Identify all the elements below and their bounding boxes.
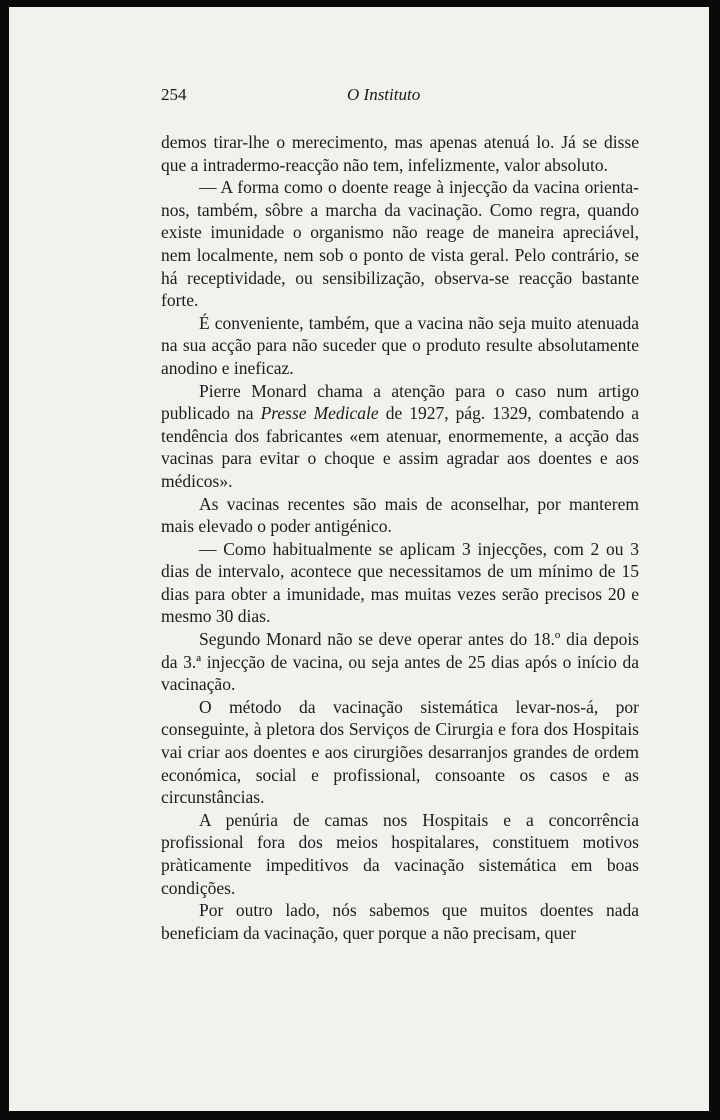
paragraph-operation-timing: Segundo Monard não se deve operar antes do 18.º dia depois da 3.ª injecção de vacina, ou seja antes de 25 dias após o início da vacinação. [161,629,639,695]
body-text [161,131,639,944]
paragraph-systematic-method: O método da vacinação sistemática levar-nos-á, por conseguinte, à pletora dos Serviços de Cirurgia e fora dos Hospitais vai criar aos doentes e aos cirurgiões desarranjos grandes de ordem económica, social e profissional, consoante os casos e as circunstâncias. [161,696,639,808]
page-header [161,85,639,113]
paragraph-injections: — Como habitualmente se aplicam 3 injecções, com 2 ou 3 dias de intervalo, acontece que necessitamos de um mínimo de 15 dias para obter a imunidade, mas muitas vezes serão precisos 20 e mesmo 30 dias. [161,538,639,627]
paragraph-recent-vaccines: As vacinas recentes são mais de aconselhar, por manterem mais elevado o poder antigénico. [161,493,639,537]
running-title: O Instituto [347,85,421,104]
journal-title: Presse Medicale [260,403,379,424]
page-number: 254 [161,85,187,104]
paragraph-continuation: demos tirar-lhe o merecimento, mas apenas atenuá lo. Já se disse que a intradermo-reacção não tem, infelizmente, valor absoluto. [161,132,639,175]
paragraph-other-side: Por outro lado, nós sabemos que muitos doentes nada beneficiam da vacinação, quer porque a não precisam, quer [161,900,639,943]
citation-after: de 1927, pág. 1329, combatendo a tendência dos fabricantes «em atenuar, enormemente, a acção das vacinas para evitar o choque e assim agradar aos doentes e aos médicos». [161,403,639,491]
paragraph-monard-article [161,380,639,493]
citation-before: Pierre Monard chama a atenção para o caso num artigo publicado na [161,380,639,424]
scanned-page [9,7,709,1111]
paragraph-bed-shortage: A penúria de camas nos Hospitais e a concorrência profissional fora dos meios hospitalares, constituem motivos pràticamente impeditivos da vacinação sistemática em boas condições. [161,809,639,898]
paragraph-attenuation: É conveniente, também, que a vacina não seja muito atenuada na sua acção para não suceder que o produto resulte absolutamente anodino e ineficaz. [161,312,639,378]
paragraph-reaction: — A forma como o doente reage à injecção da vacina orienta-nos, também, sôbre a marcha da vacinação. Como regra, quando existe imunidade o organismo não reage de maneira apreciável, nem localmente, nem sob o ponto de vista geral. Pelo contrário, se há receptividade, ou sensibilização, observa-se reacção bastante forte. [161,177,639,311]
